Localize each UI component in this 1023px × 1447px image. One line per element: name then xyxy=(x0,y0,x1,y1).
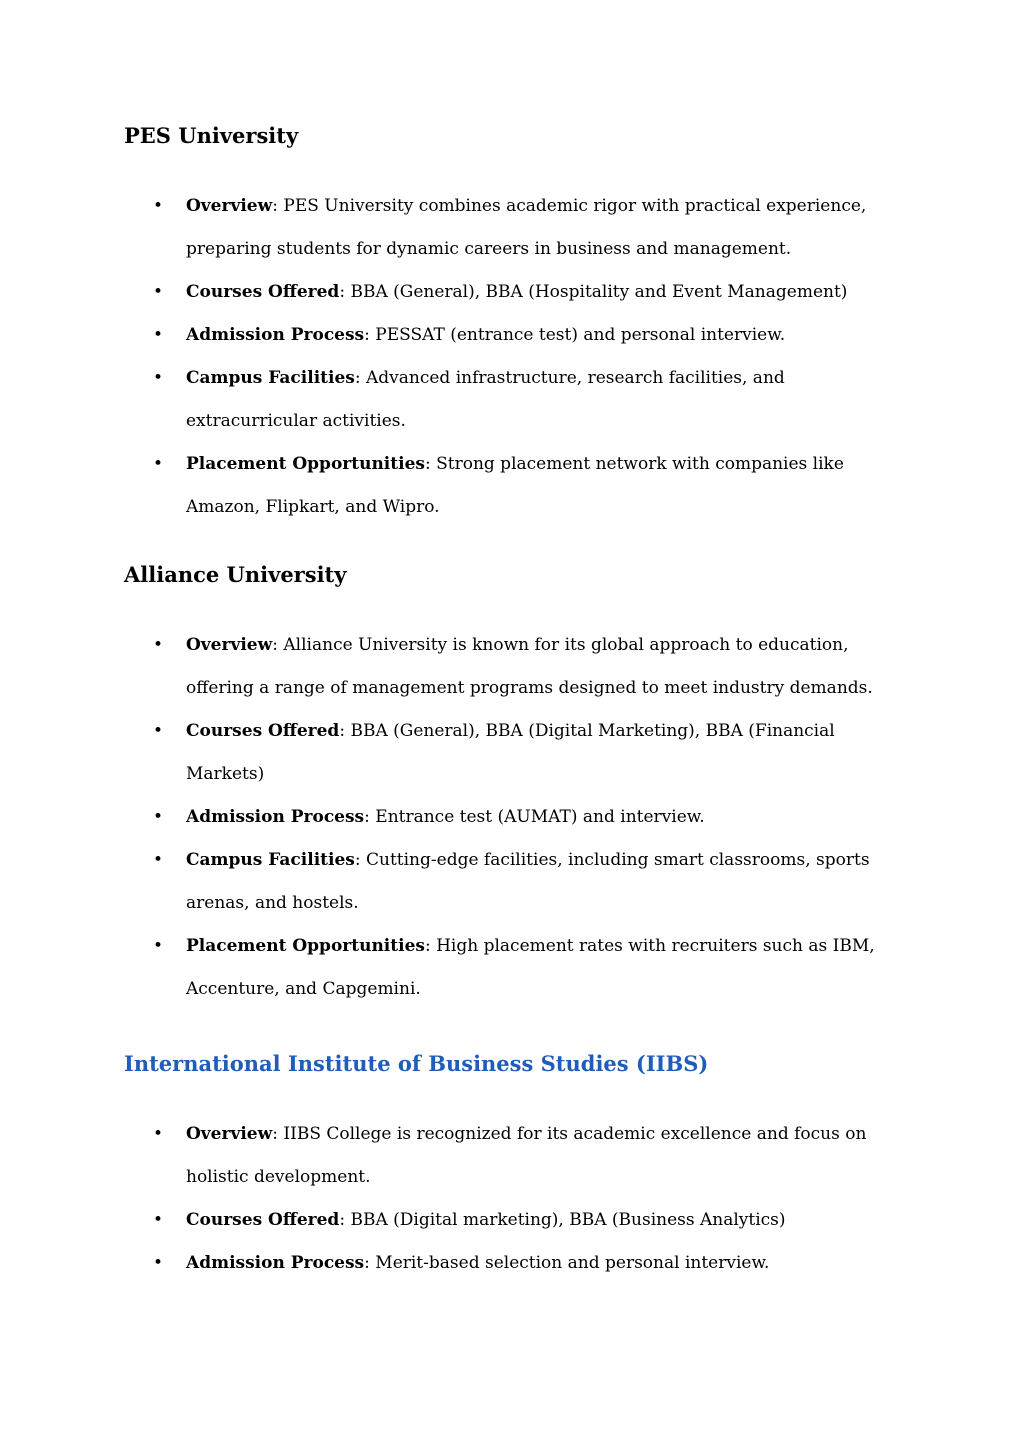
item-text: Merit-based selection and personal interview. xyxy=(375,1253,770,1273)
item-label: Admission Process xyxy=(186,325,365,345)
list-item-placement-opportunities xyxy=(0,925,906,1011)
section-title-pes-university: PES University xyxy=(124,123,299,148)
item-label: Admission Process xyxy=(186,1253,365,1273)
item-label: Placement Opportunities xyxy=(186,936,425,956)
item-label: Courses Offered xyxy=(186,1210,340,1230)
item-separator: : xyxy=(339,1210,351,1230)
bullet-icon: • xyxy=(153,721,164,741)
bullet-icon: • xyxy=(153,807,164,827)
item-label: Courses Offered xyxy=(186,282,340,302)
list-item-placement-opportunities xyxy=(0,443,906,529)
item-text: BBA (General), BBA (Digital Marketing), BBA (Financial Markets) xyxy=(186,721,835,784)
item-text: BBA (General), BBA (Hospitality and Event Management) xyxy=(350,282,848,302)
item-label: Placement Opportunities xyxy=(186,454,425,474)
bullet-icon: • xyxy=(153,325,164,345)
item-text: BBA (Digital marketing), BBA (Business Analytics) xyxy=(350,1210,786,1230)
bullet-icon: • xyxy=(153,1253,164,1273)
item-label: Overview xyxy=(186,196,273,216)
list-item-admission-process xyxy=(0,314,906,357)
item-text: High placement rates with recruiters such as IBM, Accenture, and Capgemini. xyxy=(186,936,875,999)
alliance-university-details-list xyxy=(0,624,1023,1011)
item-separator: : xyxy=(364,1253,376,1273)
item-separator: : xyxy=(354,850,366,870)
section-title-alliance-university: Alliance University xyxy=(124,562,347,587)
item-separator: : xyxy=(364,325,376,345)
list-item-admission-process xyxy=(0,796,906,839)
item-text: PESSAT (entrance test) and personal interview. xyxy=(375,325,786,345)
item-label: Campus Facilities xyxy=(186,368,355,388)
item-label: Overview xyxy=(186,635,273,655)
item-text: Entrance test (AUMAT) and interview. xyxy=(375,807,705,827)
list-item-overview xyxy=(0,1113,906,1199)
bullet-icon: • xyxy=(153,1124,164,1144)
iibs-details-list xyxy=(0,1113,1023,1285)
bullet-icon: • xyxy=(153,936,164,956)
item-separator: : xyxy=(424,936,437,956)
list-item-campus-facilities xyxy=(0,357,906,443)
bullet-icon: • xyxy=(153,454,164,474)
item-separator: : xyxy=(424,454,437,474)
list-item-courses-offered xyxy=(0,1199,906,1242)
list-item-courses-offered xyxy=(0,271,906,314)
section-title-iibs[interactable]: International Institute of Business Studies (IIBS) xyxy=(124,1051,709,1076)
item-text: Alliance University is known for its global approach to education, offering a range of management programs designed to meet industry demands. xyxy=(186,635,873,698)
list-item-overview xyxy=(0,185,906,271)
bullet-icon: • xyxy=(153,635,164,655)
item-text: PES University combines academic rigor with practical experience, preparing students for dynamic careers in business and management. xyxy=(186,196,867,259)
list-item-campus-facilities xyxy=(0,839,906,925)
bullet-icon: • xyxy=(153,850,164,870)
item-separator: : xyxy=(272,196,284,216)
item-separator: : xyxy=(272,1124,284,1144)
item-label: Admission Process xyxy=(186,807,365,827)
item-text: Strong placement network with companies like Amazon, Flipkart, and Wipro. xyxy=(186,454,844,517)
bullet-icon: • xyxy=(153,368,164,388)
item-separator: : xyxy=(339,282,351,302)
bullet-icon: • xyxy=(153,196,164,216)
item-label: Courses Offered xyxy=(186,721,340,741)
item-text: Cutting-edge facilities, including smart classrooms, sports arenas, and hostels. xyxy=(186,850,870,913)
item-text: Advanced infrastructure, research facilities, and extracurricular activities. xyxy=(186,368,785,431)
item-separator: : xyxy=(272,635,284,655)
item-label: Overview xyxy=(186,1124,273,1144)
list-item-overview xyxy=(0,624,906,710)
list-item-courses-offered xyxy=(0,710,906,796)
list-item-admission-process xyxy=(0,1242,906,1285)
item-separator: : xyxy=(339,721,351,741)
item-separator: : xyxy=(354,368,366,388)
pes-university-details-list xyxy=(0,185,1023,529)
item-separator: : xyxy=(364,807,376,827)
bullet-icon: • xyxy=(153,282,164,302)
item-text: IIBS College is recognized for its academic excellence and focus on holistic development. xyxy=(186,1124,867,1187)
bullet-icon: • xyxy=(153,1210,164,1230)
item-label: Campus Facilities xyxy=(186,850,355,870)
